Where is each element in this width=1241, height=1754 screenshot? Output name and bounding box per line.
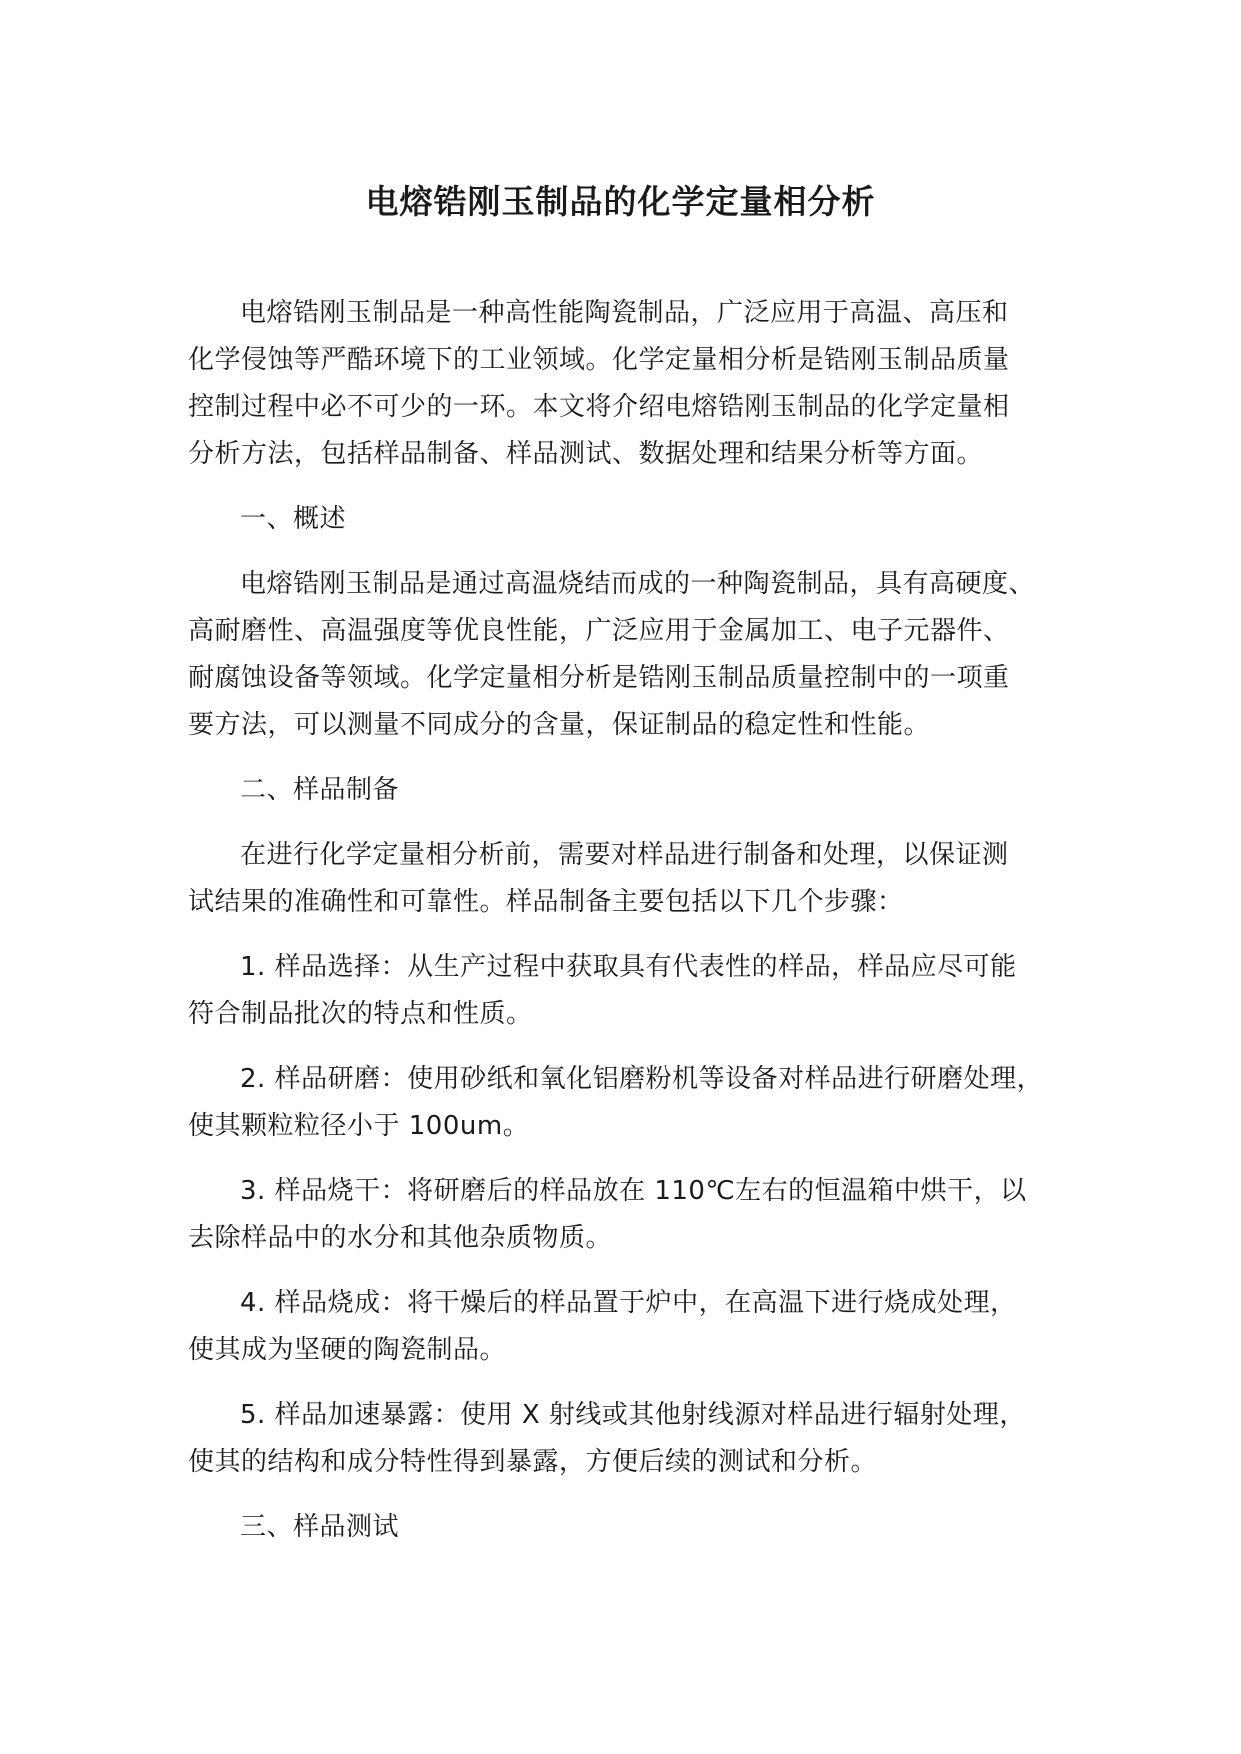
text-line: 试结果的准确性和可靠性。样品制备主要包括以下几个步骤： xyxy=(188,887,904,917)
section-heading-overview: 一、概述 xyxy=(240,504,347,534)
text-line: 4. 样品烧成：将干燥后的样品置于炉中，在高温下进行烧成处理， xyxy=(240,1288,1017,1318)
text-line: 在进行化学定量相分析前，需要对样品进行制备和处理，以保证测 xyxy=(240,840,1009,870)
step-3-paragraph xyxy=(188,1168,1078,1262)
section-heading-sample-prep: 二、样品制备 xyxy=(240,775,400,805)
step-1-paragraph xyxy=(188,944,1078,1038)
text-line: 使其颗粒粒径小于 100um。 xyxy=(188,1111,530,1141)
intro-paragraph xyxy=(188,290,1078,478)
text-line: 高耐磨性、高温强度等优良性能，广泛应用于金属加工、电子元器件、 xyxy=(188,616,1010,646)
step-5-paragraph xyxy=(188,1392,1078,1486)
text-line: 化学侵蚀等严酷环境下的工业领域。化学定量相分析是锆刚玉制品质量 xyxy=(188,345,1010,375)
text-line: 使其的结构和成分特性得到暴露，方便后续的测试和分析。 xyxy=(188,1447,878,1477)
text-line: 耐腐蚀设备等领域。化学定量相分析是锆刚玉制品质量控制中的一项重 xyxy=(188,663,1010,693)
text-line: 5. 样品加速暴露：使用 X 射线或其他射线源对样品进行辐射处理， xyxy=(240,1400,1026,1430)
text-line: 符合制品批次的特点和性质。 xyxy=(188,999,533,1029)
text-line: 分析方法，包括样品制备、样品测试、数据处理和结果分析等方面。 xyxy=(188,439,984,469)
sample-prep-paragraph xyxy=(188,832,1078,926)
text-line: 3. 样品烧干：将研磨后的样品放在 110℃左右的恒温箱中烘干，以 xyxy=(240,1176,1027,1206)
document-body xyxy=(188,290,1078,1569)
text-line: 1. 样品选择：从生产过程中获取具有代表性的样品，样品应尽可能 xyxy=(240,952,1017,982)
step-2-paragraph xyxy=(188,1056,1078,1150)
text-line: 电熔锆刚玉制品是一种高性能陶瓷制品，广泛应用于高温、高压和 xyxy=(240,298,1009,328)
document-title: 电熔锆刚玉制品的化学定量相分析 xyxy=(365,182,876,221)
section-heading-sample-testing: 三、样品测试 xyxy=(240,1512,400,1542)
text-line: 控制过程中必不可少的一环。本文将介绍电熔锆刚玉制品的化学定量相 xyxy=(188,392,1010,422)
text-line: 去除样品中的水分和其他杂质物质。 xyxy=(188,1223,613,1253)
step-4-paragraph xyxy=(188,1280,1078,1374)
text-line: 使其成为坚硬的陶瓷制品。 xyxy=(188,1335,507,1365)
text-line: 电熔锆刚玉制品是通过高温烧结而成的一种陶瓷制品，具有高硬度、 xyxy=(240,569,1036,599)
text-line: 2. 样品研磨：使用砂纸和氧化铝磨粉机等设备对样品进行研磨处理， xyxy=(240,1064,1044,1094)
text-line: 要方法，可以测量不同成分的含量，保证制品的稳定性和性能。 xyxy=(188,710,931,740)
overview-paragraph xyxy=(188,561,1078,749)
